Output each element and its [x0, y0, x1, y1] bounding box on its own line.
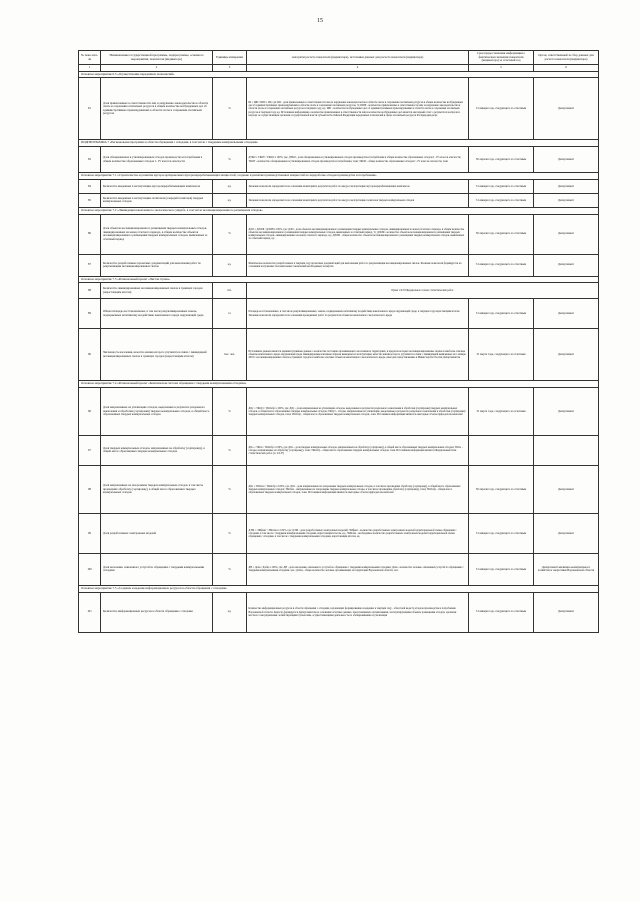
term-cell: 31 января года, следующего за отчетным: [469, 193, 534, 207]
table-row: [79, 147, 599, 173]
unit-cell: шт.: [213, 283, 247, 299]
section-title: Основное мероприятие 6.3 «Осуществление переданных полномочий»: [79, 71, 599, 78]
unit-cell: ед.: [213, 179, 247, 193]
algorithm-cell: Фактическое количество разработанных в текущем году проектных документаций для выполнения работ по рекультивации несанкционированных свалок. Значение показателя формируется на основании полученных положительных заключений необходимых экспертиз: [247, 254, 469, 276]
indicator-name: Количество введенных в эксплуатацию полигонов (очередей полигонов) твердых коммунальных отходов: [101, 193, 213, 207]
indicator-name: Численность населения, качество жизни которого улучшится в связи с ликвидацией несанкционированных свалок в границах городов (нарастающим итогом): [101, 329, 213, 381]
unit-cell: %: [213, 465, 247, 513]
org-cell: Департамент: [534, 299, 599, 329]
table-row: [79, 592, 599, 632]
header-unit: Единицы измерения: [213, 51, 247, 65]
section-row: [79, 140, 599, 147]
section-title: Основное мероприятие 7.5 «Создание и ведение информационных ресурсов в области обращения с отходами»: [79, 585, 599, 592]
table-row: [79, 329, 599, 381]
col-index: 4: [247, 65, 469, 72]
org-cell: Департамент: [534, 465, 599, 513]
col-index: 5: [469, 65, 534, 72]
algorithm-cell: Пункт 2.9.33 Федерального плана статистических работ: [247, 283, 599, 299]
term-cell: 30 апреля года, следующего за отчетным: [469, 147, 534, 173]
row-number: 84: [79, 179, 101, 193]
row-number: 88: [79, 283, 101, 299]
algorithm-cell: Источником данных является административные данные о количестве постоянно проживающего населения на территориях, в пределах которых несанкционированные свалки и наиболее опасные объекты накопленного вреда окружающей среде ликвидированы или иным образом выведены из эксплуатации, качество жизни которого улучшится в связи с ликвидацией выявленных на 1 января 2018 г. несанкционированных свалок в границах городов и наиболее опасных объектов накопленного экологического вреда, ежегодно представляемые в Министерство России Департаментом: [247, 329, 469, 381]
term-cell: 15 января года, следующего за отчетным: [469, 78, 534, 140]
algorithm-cell: Значение показателя определяется на основании мониторинга результатов работ по вводу в эксплуатацию мусороперерабатывающих комплексов: [247, 179, 469, 193]
col-index: 6: [534, 65, 599, 72]
table-row: [79, 435, 599, 465]
row-number: 100: [79, 553, 101, 585]
org-cell: Департамент жилищно-коммунального хозяйства и энергетики Воронежской области: [534, 553, 599, 585]
section-title: Основное мероприятие 7.3 «Региональный проект «Чистая страна»: [79, 276, 599, 283]
org-cell: Департамент: [534, 179, 599, 193]
row-number: 82: [79, 147, 101, 173]
row-number: 89: [79, 299, 101, 329]
org-cell: Департамент: [534, 193, 599, 207]
org-cell: [534, 435, 599, 465]
indicator-name: Доля разработанных электронных моделей: [101, 513, 213, 553]
col-index: 3: [213, 65, 247, 72]
unit-cell: %: [213, 214, 247, 254]
row-number: 86: [79, 214, 101, 254]
table-row: [79, 214, 599, 254]
indicator-name: Доля населения, охваченного услугой по обращению с твердыми коммунальными отходами: [101, 553, 213, 585]
unit-cell: %: [213, 78, 247, 140]
unit-cell: ед.: [213, 254, 247, 276]
section-row: [79, 381, 599, 388]
term-cell: 30 апреля года, следующего за отчетным: [469, 465, 534, 513]
algorithm-cell: ДЭМ = ЭМфакт / ЭМплан х 100%, где: ДЭМ - доля разработанных электронных моделей; ЭМфакт - количество разработанных электронных моделей территориальной схемы обращения с отходами, в том числе с твердыми коммунальными отходами, нарастающим итогом, ед.; ЭМплан - необходимое количество разработанных электронных моделей территориальной схемы обращения с отходами, в том числе с твердыми коммунальными отходами, нарастающим итогом, ед.: [247, 513, 469, 553]
row-number: 101: [79, 592, 101, 632]
header-num: № пока-зате-ля: [79, 51, 101, 65]
indicator-name: Доля направленных на захоронение твердых коммунальных отходов, в том числе прошедших обработку (сортировку), в общей массе образованных твердых коммунальных отходов: [101, 465, 213, 513]
row-number: 96: [79, 387, 101, 435]
table-row: [79, 387, 599, 435]
term-cell: 31 января года, следующего за отчетным: [469, 592, 534, 632]
term-cell: 31 января года, следующего за отчетным: [469, 513, 534, 553]
indicator-name: Количество введенных в эксплуатацию мусороперерабатывающих комплексов: [101, 179, 213, 193]
unit-cell: %: [213, 513, 247, 553]
table-row: [79, 553, 599, 585]
table-row: [79, 78, 599, 140]
section-title: ПОДПРОГРАММА 7 «Региональная программа в области обращения с отходами, в том числе с твердыми коммунальными отходами»: [79, 140, 599, 147]
org-cell: Департамент: [534, 329, 599, 381]
unit-cell: га: [213, 299, 247, 329]
row-number: 85: [79, 193, 101, 207]
header-org: Орган, ответственный за сбор данных для расчета показателя (индикатора): [534, 51, 599, 65]
section-title: Основное мероприятие 7.4 «Региональный проект «Комплексная система обращения с твердыми коммунальными отходами»: [79, 381, 599, 388]
indicator-name: Доля объектов несанкционированного размещения твердых коммунальных отходов, ликвидированных на конец отчетного периода, в общем количестве объектов несанкционированного размещения твердых коммунальных отходов, выявленных за отчетный период: [101, 214, 213, 254]
algorithm-cell: ДОо = ТКОо / ТКОобр х 100%, где: ДОо - доля твердых коммунальных отходов, направленных на обработку (сортировку), в общей массе образованных твердых коммунальных отходов; ТКОо - отходы, направленные на обработку (сортировку), тонн; ТКОобр - общая масса образованных твердых коммунальных отходов, тонн. Источником информации является Федеральный план статистических работ (п. 2.9.37): [247, 435, 469, 465]
algorithm-cell: ДТКО = ТКОУ / ТКОО х 100%, где: ДТКО - доля обезвреженных и утилизированных отходов производства и потребления в общем количестве образованных отходов I - IV классов опасности; ТКОУ - количество обезвреженных и утилизированных отходов производства и потребления, тонн; ТКОО - общее количество образованных отходов I - IV классов опасности, тонн: [247, 147, 469, 173]
indicator-name: Количество информационных ресурсов в области обращения с отходами: [101, 592, 213, 632]
unit-cell: тыс. чел.: [213, 329, 247, 381]
term-cell: 31 января года, следующего за отчетным: [469, 553, 534, 585]
org-cell: Департамент: [534, 592, 599, 632]
table-row: [79, 179, 599, 193]
org-cell: Департамент: [534, 147, 599, 173]
table-row: [79, 254, 599, 276]
indicator-name: Доля направленных на утилизацию отходов, выделенных в результате раздельного накопления и обработки (сортировки) твердых коммунальных отходов, в общей массе образованных твердых коммунальных отходов: [101, 387, 213, 435]
row-number: 99: [79, 513, 101, 553]
section-row: [79, 71, 599, 78]
term-cell: 31 января года, следующего за отчетным: [469, 254, 534, 276]
algorithm-cell: Площадь восстановленных, в том числе рекультивированных, земель, подверженных негативному воздействию накопленного вреда окружающей среде, в текущем году нарастающим итогом. Значение показателя определяется на основании проведенных работ по результатам объектов накопленного экологического вреда: [247, 299, 469, 329]
indicator-name: Количество разработанных проектных документаций для выполнения работ по рекультивации несанкционированных свалок: [101, 254, 213, 276]
header-algorithm: Алгоритм расчета показателя (индикатора), источники данных для расчета показателя (индикатора): [247, 51, 469, 65]
col-index: 1: [79, 65, 101, 72]
section-row: [79, 276, 599, 283]
algorithm-cell: Ш = ШП / ШП х 100, где: ШI - доля привлеченных к ответственности лиц за нарушение законодательства в области охоты и сохранения охотничьих ресурсов в общем количестве возбужденных дел об административных правонарушениях в области охоты и сохранения охотничьих ресурсов, %; ШПР - количество привлеченных к ответственности лиц за нарушение законодательства в области охоты и сохранения охотничьих ресурсов в текущем году, ед.; ШП - количество возбужденных дел об административных правонарушениях в области охоты и сохранения охотничьих ресурсов в текущем году, ед. Источником информации о количестве привлеченных к ответственности лиц и количестве возбужденных дел является ежегодный отчет о результатах контроля и надзора за осуществлением органами государственной власти субъектов Российской Федерации переданных полномочий в сфере охотничьих ресурсов Росприроднадзора: [247, 78, 469, 140]
column-index-row: [79, 65, 599, 72]
term-cell: 31 марта года, следующего за отчетным: [469, 387, 534, 435]
unit-cell: ед.: [213, 592, 247, 632]
org-cell: Департамент: [534, 78, 599, 140]
term-cell: 31 января года, следующего за отчетным: [469, 299, 534, 329]
table-row: [79, 513, 599, 553]
header-term: Срок предоставления информации о фактическом значении показателя (индикатора) за отчетный год: [469, 51, 534, 65]
section-row: [79, 585, 599, 592]
org-cell: Департамент: [534, 387, 599, 435]
col-index: 2: [101, 65, 213, 72]
indicator-name: Доля твердых коммунальных отходов, направленных на обработку (сортировку), в общей массе образованных твердых коммунальных отходов: [101, 435, 213, 465]
table-body: [79, 71, 599, 632]
page-number: 15: [317, 18, 323, 24]
table-row: [79, 465, 599, 513]
org-cell: Департамент: [534, 254, 599, 276]
row-number: 90: [79, 329, 101, 381]
indicator-name: Доля обезвреженных и утилизированных отходов производства и потребления в общем количестве образованных отходов I - IV классов опасности: [101, 147, 213, 173]
row-number: 87: [79, 254, 101, 276]
term-cell: 31 января года, следующего за отчетным: [469, 179, 534, 193]
row-number: 81: [79, 78, 101, 140]
table-row: [79, 283, 599, 299]
term-cell: [469, 435, 534, 465]
indicators-table: [78, 50, 599, 633]
unit-cell: ед.: [213, 193, 247, 207]
algorithm-cell: ДЛО = ДЛОФ / ДЛОН х 100%, где: ДЛО - доля объектов несанкционированного размещения твердых коммунальных отходов, ликвидированных на конец отчетного периода, в общем количестве объектов несанкционированного размещения твердых коммунальных отходов, выявленных за отчетный период, %; ДЛОФ - количество объектов несанкционированного размещения твердых коммунальных отходов, ликвидированных на конец отчетного периода, ед.; ДЛОН - общее количество объектов несанкционированного размещения твердых коммунальных отходов, выявленных за отчетный период, ед.: [247, 214, 469, 254]
unit-cell: %: [213, 435, 247, 465]
unit-cell: %: [213, 387, 247, 435]
algorithm-cell: ДН = Дохв / Добщ х 100%, где: ДН - доля населения, охваченного услугой по обращению с твердыми коммунальными отходами; Дохв - количество человек, охваченных услугой по обращению с твердыми коммунальными отходами, чел.; Добщ - общее количество человек, проживающих на территории Воронежской области, чел.: [247, 553, 469, 585]
unit-cell: %: [213, 147, 247, 173]
indicator-name: Доля привлеченных к ответственности лиц за нарушение законодательства в области охоты и сохранения охотничьих ресурсов в общем количестве возбужденных дел об административных правонарушениях в области охоты и сохранения охотничьих ресурсов: [101, 78, 213, 140]
section-row: [79, 207, 599, 214]
algorithm-cell: Значение показателя определяется на основании мониторинга результатов работ по вводу в эксплуатацию полигонов твердых коммунальных отходов: [247, 193, 469, 207]
org-cell: Департамент: [534, 214, 599, 254]
section-title: Основное мероприятие 7.1 «Строительство и развитие мусоросортировочных мусороперерабатывающих мощностей; создание и развитие производственных мощностей по переработке отходов производства и потребления»: [79, 173, 599, 180]
header-name: Наименование государственной программы, подпрограммы, основного мероприятия, показателя (индикатора): [101, 51, 213, 65]
table-row: [79, 299, 599, 329]
term-cell: 30 апреля года, следующего за отчетным: [469, 214, 534, 254]
algorithm-cell: Количество информационных ресурсов в области обращения с отходами, подлежащих формированию и ведению в текущем году - областной кадастр отходов производства и потребления Воронежской области. Кадастр формируется Департаментом на основании отчетных данных, представляемых организациями, эксплуатирующими объекты размещения отходов, органами местного самоуправления, хозяйствующими субъектами, осуществляющими деятельность по обезвреживанию и утилизации: [247, 592, 469, 632]
section-row: [79, 173, 599, 180]
term-cell: 31 марта года, следующего за отчетным: [469, 329, 534, 381]
table-header: [79, 51, 599, 65]
indicator-name: Общая площадь восстановленных, в том числе рекультивированных земель, подверженных негативному воздействию накопленного вреда окружающей среде: [101, 299, 213, 329]
algorithm-cell: ДОу = ТКОут / ТКОобр х 100%, где: ДОу - доля направленных на утилизацию отходов, выделенных в результате раздельного накопления и обработки (сортировки) твердых коммунальных отходов, в общей массе образованных твердых коммунальных отходов; ТКОут - отходы, направленные на утилизацию, выделенные в результате раздельного накопления и обработки (сортировки) твердых коммунальных отходов, тонн; ТКОобр - общая масса образованных твердых коммунальных отходов, тонн. Источником информации являются ежегодные отчеты природопользователей: [247, 387, 469, 435]
algorithm-cell: ДОз = ТКОзах / ТКОобр х 100%, где: ДОз - доля направленных на захоронение твердых коммунальных отходов, в том числе прошедших обработку (сортировку), в общей массе образованных твердых коммунальных отходов; ТКОзах - направленные на захоронение твердые коммунальные отходы, в том числе прошедшие обработку (сортировку), тонн; ТКОобр - общая масса образованных твердых коммунальных отходов, тонн. Источником информации являются ежегодные отчеты природопользователей: [247, 465, 469, 513]
indicator-name: Количество ликвидированных несанкционированных свалок в границах городов (нарастающим итогом): [101, 283, 213, 299]
row-number: 98: [79, 465, 101, 513]
unit-cell: %: [213, 553, 247, 585]
section-title: Основное мероприятие 7.2 «Ликвидация накопленного экологического ущерба, в том числе несанкционированного размещения отходов»: [79, 207, 599, 214]
org-cell: Департамент: [534, 513, 599, 553]
row-number: 97: [79, 435, 101, 465]
table-row: [79, 193, 599, 207]
